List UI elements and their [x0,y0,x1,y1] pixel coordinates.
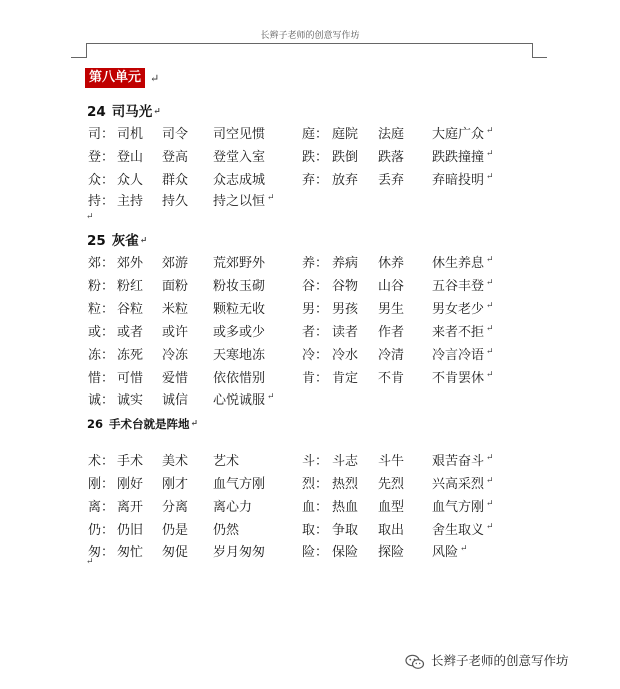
vocab-word-2: 探险 [378,545,405,560]
vocab-row [0,252,620,272]
vocab-word-1: 谷粒 [117,302,144,317]
vocab-word-1: 放弃 [332,173,359,188]
vocab-word-2: 跌落 [378,150,405,165]
vocab-phrase: 或多或少 [213,325,266,340]
paragraph-mark: ↵ [486,347,494,357]
vocab-phrase: 艰苦奋斗 [432,454,485,469]
vocab-head-char: 养： [302,256,329,271]
lesson-number: 25 [87,233,106,249]
vocab-word-1: 或者 [117,325,144,340]
vocab-phrase: 司空见惯 [213,127,266,142]
vocab-word-1: 匆忙 [117,545,144,560]
vocab-word-2: 群众 [162,173,189,188]
vocab-word-1: 可惜 [117,371,144,386]
vocab-head-char: 庭： [302,127,329,142]
vocab-head-char: 持： [88,194,115,209]
margin-corner-right [532,43,533,58]
vocab-row [0,298,620,318]
vocab-phrase: 大庭广众 [432,127,485,142]
vocab-head-char: 司： [88,127,115,142]
lesson-number: 24 [87,104,106,120]
vocab-word-2: 冷清 [378,348,405,363]
paragraph-mark: ↵ [139,236,148,246]
paragraph-mark: ↵ [267,193,275,203]
vocab-word-1: 肯定 [332,371,359,386]
vocab-head-char: 冷： [302,348,329,363]
vocab-word-2: 仍是 [162,523,189,538]
vocab-head-char: 险： [302,545,329,560]
margin-corner-left [86,43,87,58]
vocab-word-2: 冷冻 [162,348,189,363]
vocab-word-2: 血型 [378,500,405,515]
vocab-word-1: 养病 [332,256,359,271]
vocab-word-2: 男生 [378,302,405,317]
vocab-head-char: 仍： [88,523,115,538]
vocab-word-2: 分离 [162,500,189,515]
vocab-head-char: 弃： [302,173,329,188]
vocab-word-2: 取出 [378,523,405,538]
vocab-head-char: 刚： [88,477,115,492]
vocab-word-1: 郊外 [117,256,144,271]
vocab-phrase: 不肯罢休 [432,371,485,386]
paragraph-mark: ↵ [486,301,494,311]
vocab-word-2: 米粒 [162,302,189,317]
vocab-phrase: 来者不拒 [432,325,485,340]
vocab-row [0,146,620,166]
vocab-phrase: 冷言冷语 [432,348,485,363]
vocab-phrase: 众志成城 [213,173,266,188]
vocab-phrase: 舍生取义 [432,523,485,538]
lesson-number: 26 [87,417,104,431]
vocab-word-1: 冷水 [332,348,359,363]
vocab-head-char: 匆： [88,545,115,560]
vocab-word-2: 作者 [378,325,405,340]
paragraph-mark: ↵ [460,544,468,554]
vocab-word-1: 粉红 [117,279,144,294]
paragraph-mark: ↵ [86,212,94,222]
vocab-phrase: 休生养息 [432,256,485,271]
lesson-title-25 [87,229,147,249]
unit-title: 第八单元 [85,68,145,88]
vocab-word-1: 诚实 [117,393,144,408]
vocab-word-1: 保险 [332,545,359,560]
vocab-row [0,496,620,516]
vocab-head-char: 取： [302,523,329,538]
vocab-phrase: 心悦诚服 [213,393,266,408]
vocab-word-1: 登山 [117,150,144,165]
vocab-word-1: 手术 [117,454,144,469]
vocab-word-2: 不肯 [378,371,405,386]
vocab-word-2: 美术 [162,454,189,469]
vocab-row [0,275,620,295]
vocab-head-char: 男： [302,302,329,317]
vocab-phrase: 荒郊野外 [213,256,266,271]
paragraph-mark: ↵ [150,72,160,85]
paragraph-mark: ↵ [486,172,494,182]
lesson-name: 司马光 [111,104,153,120]
vocab-head-char: 或： [88,325,115,340]
footer-brand [405,651,569,670]
lesson-title-24 [87,100,161,120]
vocab-word-1: 众人 [117,173,144,188]
page-header: 长辫子老师的创意写作坊 [260,31,360,41]
vocab-phrase: 艺术 [213,454,240,469]
vocab-phrase: 五谷丰登 [432,279,485,294]
paragraph-mark: ↵ [486,255,494,265]
paragraph-mark: ↵ [486,149,494,159]
vocab-phrase: 颗粒无收 [213,302,266,317]
vocab-head-char: 者： [302,325,329,340]
vocab-phrase: 跌跌撞撞 [432,150,485,165]
wechat-icon [405,654,425,670]
vocab-head-char: 离： [88,500,115,515]
paragraph-mark: ↵ [190,419,199,429]
vocab-word-2: 郊游 [162,256,189,271]
vocab-phrase: 岁月匆匆 [213,545,266,560]
paragraph-mark: ↵ [486,522,494,532]
vocab-word-2: 或许 [162,325,189,340]
vocab-head-char: 众： [88,173,115,188]
vocab-word-2: 先烈 [378,477,405,492]
vocab-head-char: 诚： [88,393,115,408]
vocab-word-2: 法庭 [378,127,405,142]
vocab-word-1: 斗志 [332,454,359,469]
lesson-name: 手术台就是阵地 [109,417,190,431]
vocab-word-1: 庭院 [332,127,359,142]
lesson-name: 灰雀 [111,233,139,249]
vocab-phrase: 弃暗投明 [432,173,485,188]
vocab-phrase: 粉妆玉砌 [213,279,266,294]
vocab-word-1: 主持 [117,194,144,209]
vocab-head-char: 术： [88,454,115,469]
paragraph-mark: ↵ [86,557,94,567]
vocab-row [0,519,620,539]
vocab-head-char: 粒： [88,302,115,317]
vocab-head-char: 粉： [88,279,115,294]
vocab-head-char: 肯： [302,371,329,386]
paragraph-mark: ↵ [267,392,275,402]
vocab-word-1: 男孩 [332,302,359,317]
vocab-word-1: 热血 [332,500,359,515]
vocab-phrase: 男女老少 [432,302,485,317]
paragraph-mark: ↵ [486,453,494,463]
vocab-head-char: 登： [88,150,115,165]
paragraph-mark: ↵ [486,499,494,509]
vocab-phrase: 离心力 [213,500,253,515]
vocab-row [0,344,620,364]
vocab-word-2: 匆促 [162,545,189,560]
paragraph-mark: ↵ [486,126,494,136]
vocab-word-1: 争取 [332,523,359,538]
vocab-phrase: 登堂入室 [213,150,266,165]
vocab-row [0,169,620,189]
paragraph-mark: ↵ [486,476,494,486]
vocab-word-2: 刚才 [162,477,189,492]
vocab-word-1: 刚好 [117,477,144,492]
margin-corner-right-h [532,57,547,58]
footer-brand-text: 长辫子老师的创意写作坊 [431,653,569,668]
vocab-phrase: 依依惜别 [213,371,266,386]
lesson-title-26 [87,416,198,432]
vocab-row [0,190,620,210]
vocab-row [0,321,620,341]
vocab-phrase: 仍然 [213,523,240,538]
vocab-row [0,541,620,561]
vocab-word-2: 休养 [378,256,405,271]
vocab-row [0,389,620,409]
vocab-word-1: 读者 [332,325,359,340]
vocab-word-2: 持久 [162,194,189,209]
vocab-row [0,367,620,387]
vocab-head-char: 血： [302,500,329,515]
paragraph-mark: ↵ [486,278,494,288]
vocab-word-1: 仍旧 [117,523,144,538]
vocab-phrase: 风险 [432,545,459,560]
paragraph-mark: ↵ [486,370,494,380]
vocab-word-1: 冻死 [117,348,144,363]
vocab-word-2: 爱惜 [162,371,189,386]
vocab-word-1: 司机 [117,127,144,142]
vocab-head-char: 谷： [302,279,329,294]
vocab-word-2: 面粉 [162,279,189,294]
vocab-word-1: 谷物 [332,279,359,294]
vocab-word-2: 丢弃 [378,173,405,188]
vocab-word-2: 诚信 [162,393,189,408]
vocab-word-2: 山谷 [378,279,405,294]
vocab-phrase: 血气方刚 [432,500,485,515]
vocab-head-char: 斗： [302,454,329,469]
vocab-phrase: 血气方刚 [213,477,266,492]
vocab-word-2: 司令 [162,127,189,142]
vocab-word-1: 热烈 [332,477,359,492]
paragraph-mark: ↵ [153,107,161,117]
paragraph-mark: ↵ [486,324,494,334]
vocab-word-2: 斗牛 [378,454,405,469]
vocab-word-1: 离开 [117,500,144,515]
header-rule [86,43,532,44]
vocab-head-char: 惜： [88,371,115,386]
vocab-word-2: 登高 [162,150,189,165]
vocab-phrase: 天寒地冻 [213,348,266,363]
margin-corner-left-h [71,57,86,58]
vocab-row [0,123,620,143]
vocab-head-char: 烈： [302,477,329,492]
vocab-head-char: 冻： [88,348,115,363]
vocab-head-char: 郊： [88,256,115,271]
vocab-head-char: 跌： [302,150,329,165]
vocab-phrase: 兴高采烈 [432,477,485,492]
vocab-row [0,473,620,493]
vocab-word-1: 跌倒 [332,150,359,165]
vocab-row [0,450,620,470]
vocab-phrase: 持之以恒 [213,194,266,209]
